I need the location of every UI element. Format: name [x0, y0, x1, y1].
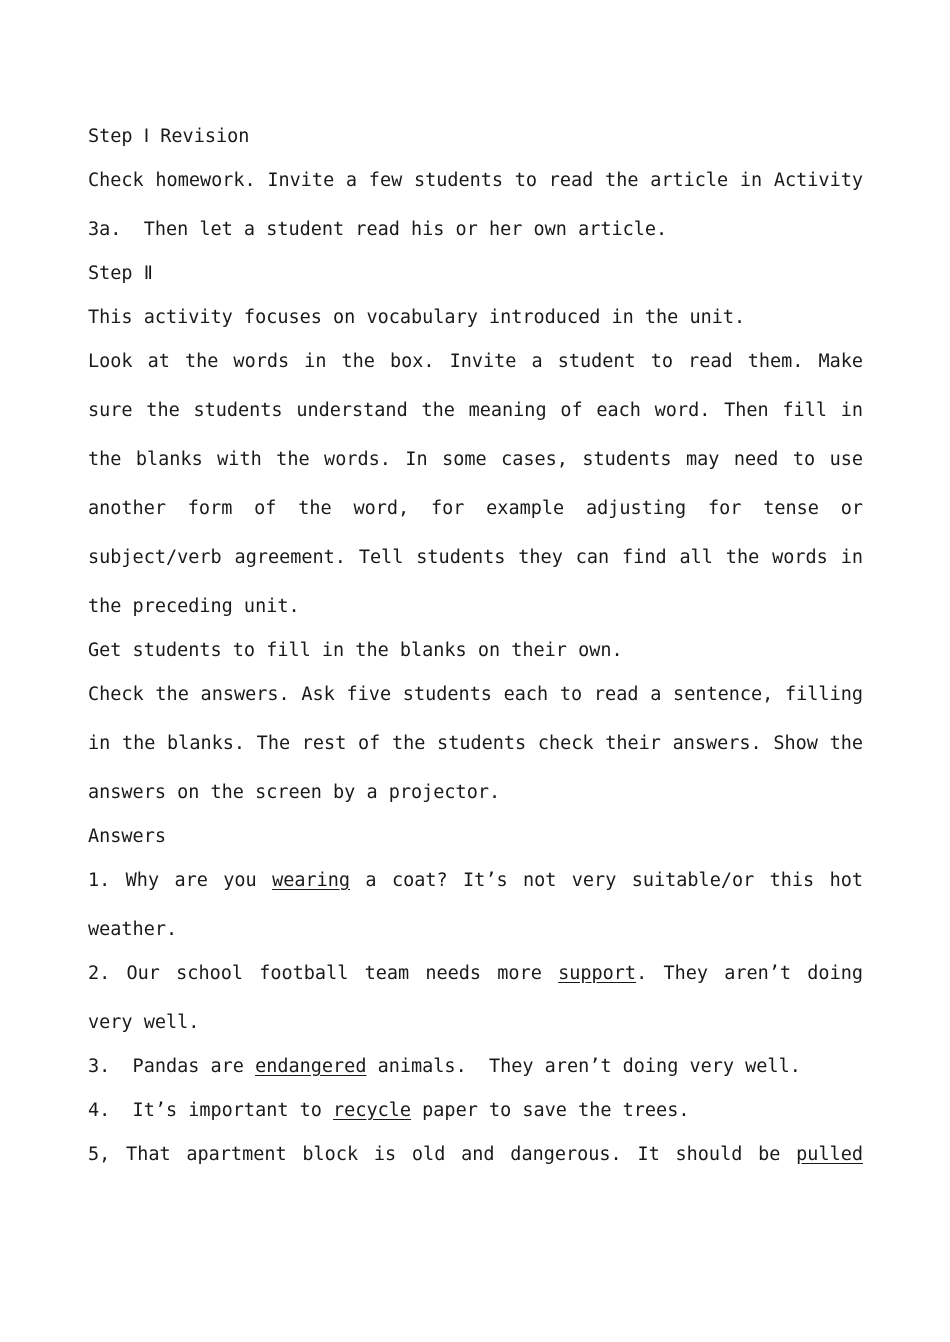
- answer-item-3: 3. Pandas are endangered animals. They aren’t doing very well.: [88, 1056, 801, 1077]
- answer-word: pulled: [796, 1144, 863, 1165]
- paragraph-line: Look at the words in the box. Invite a student to read them. Make: [88, 351, 863, 372]
- step-2-heading: Step Ⅱ: [88, 263, 153, 284]
- document-page: [88, 124, 863, 1186]
- answer-item-5: 5, That apartment block is old and dangerous. It should be pulled: [88, 1144, 863, 1165]
- paragraph-line: subject/verb agreement. Tell students they can find all the words in: [88, 547, 863, 568]
- paragraph-line: answers on the screen by a projector.: [88, 782, 501, 803]
- paragraph-line: Check the answers. Ask five students each to read a sentence, filling: [88, 684, 863, 705]
- answer-word: wearing: [272, 870, 351, 891]
- answer-item-1: 1. Why are you wearing a coat? It’s not very suitable/or this hot: [88, 870, 863, 891]
- paragraph-line: the blanks with the words. In some cases, students may need to use: [88, 449, 863, 470]
- paragraph-line: the preceding unit.: [88, 596, 300, 617]
- paragraph-line: Get students to fill in the blanks on their own.: [88, 640, 623, 661]
- paragraph-line: Check homework. Invite a few students to read the article in Activity: [88, 170, 863, 191]
- answer-item-2-cont: very well.: [88, 1012, 200, 1033]
- answers-heading: Answers: [88, 826, 166, 847]
- answer-item-4: 4. It’s important to recycle paper to save the trees.: [88, 1100, 690, 1121]
- answer-word: recycle: [333, 1100, 412, 1121]
- paragraph-line: another form of the word, for example adjusting for tense or: [88, 498, 863, 519]
- answer-word: support: [558, 963, 637, 984]
- answer-item-1-cont: weather.: [88, 919, 178, 940]
- paragraph-line: sure the students understand the meaning of each word. Then fill in: [88, 400, 863, 421]
- paragraph-line: This activity focuses on vocabulary introduced in the unit.: [88, 307, 746, 328]
- step-1-heading: Step Ⅰ Revision: [88, 126, 250, 147]
- answer-word: endangered: [255, 1056, 367, 1077]
- paragraph-line: in the blanks. The rest of the students check their answers. Show the: [88, 733, 863, 754]
- paragraph-line: 3a. Then let a student read his or her own article.: [88, 219, 668, 240]
- answer-item-2: 2. Our school football team needs more support. They aren’t doing: [88, 963, 863, 984]
